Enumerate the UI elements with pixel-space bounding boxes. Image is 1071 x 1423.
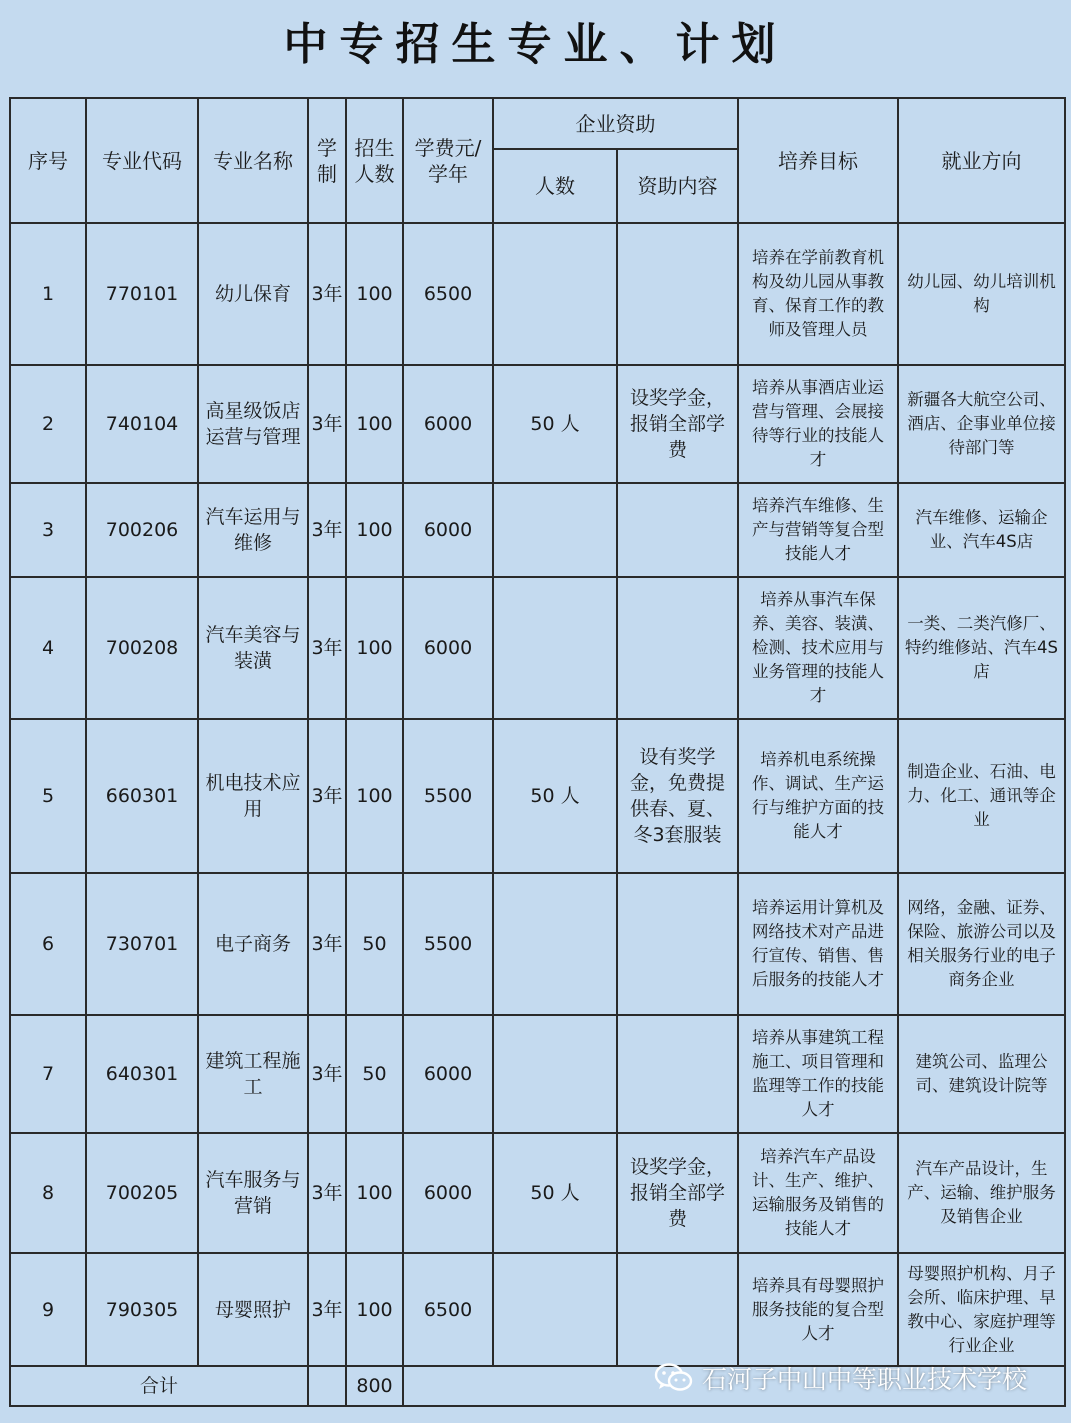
cell-seq: 4	[10, 577, 86, 719]
cell-name: 机电技术应用	[198, 719, 308, 873]
cell-fee: 6500	[403, 1253, 493, 1366]
header-name: 专业名称	[198, 98, 308, 223]
cell-sponsor-content	[617, 873, 738, 1015]
cell-enroll: 100	[346, 223, 403, 365]
cell-sponsor-content	[617, 483, 738, 577]
cell-seq: 6	[10, 873, 86, 1015]
cell-career: 新疆各大航空公司、酒店、企事业单位接待部门等	[898, 365, 1065, 483]
cell-sponsor-count	[493, 223, 617, 365]
table-row	[10, 1015, 1065, 1133]
cell-career: 一类、二类汽修厂、特约维修站、汽车4S店	[898, 577, 1065, 719]
cell-goal: 培养机电系统操作、调试、生产运行与维护方面的技能人才	[738, 719, 898, 873]
cell-career: 汽车维修、运输企业、汽车4S店	[898, 483, 1065, 577]
cell-seq: 1	[10, 223, 86, 365]
cell-goal: 培养从事酒店业运营与管理、会展接待等行业的技能人才	[738, 365, 898, 483]
cell-goal: 培养从事建筑工程施工、项目管理和监理等工作的技能人才	[738, 1015, 898, 1133]
header-sponsor-count: 人数	[493, 149, 617, 223]
cell-fee: 6000	[403, 483, 493, 577]
cell-code: 730701	[86, 873, 198, 1015]
cell-enroll: 100	[346, 483, 403, 577]
cell-code: 640301	[86, 1015, 198, 1133]
cell-goal: 培养汽车产品设计、生产、维护、运输服务及销售的技能人才	[738, 1133, 898, 1253]
cell-fee: 6500	[403, 223, 493, 365]
header-goal: 培养目标	[738, 98, 898, 223]
cell-career: 幼儿园、幼儿培训机构	[898, 223, 1065, 365]
cell-name: 高星级饭店运营与管理	[198, 365, 308, 483]
cell-sponsor-count: 50 人	[493, 1133, 617, 1253]
page-title: 中专招生专业、计划	[283, 19, 788, 70]
total-label: 合计	[10, 1366, 308, 1406]
header-fee: 学费元/学年	[403, 98, 493, 223]
cell-fee: 6000	[403, 1015, 493, 1133]
table-row	[10, 873, 1065, 1015]
cell-code: 700206	[86, 483, 198, 577]
cell-sponsor-count	[493, 1253, 617, 1366]
cell-name: 汽车运用与维修	[198, 483, 308, 577]
header-seq: 序号	[10, 98, 86, 223]
cell-seq: 2	[10, 365, 86, 483]
cell-name: 汽车服务与营销	[198, 1133, 308, 1253]
cell-duration: 3年	[308, 1253, 346, 1366]
cell-career: 网络，金融、证券、保险、旅游公司以及相关服务行业的电子商务企业	[898, 873, 1065, 1015]
header-career: 就业方向	[898, 98, 1065, 223]
cell-sponsor-content	[617, 1015, 738, 1133]
header-code: 专业代码	[86, 98, 198, 223]
table-row	[10, 365, 1065, 483]
cell-code: 740104	[86, 365, 198, 483]
header-enroll: 招生人数	[346, 98, 403, 223]
total-duration-cell	[308, 1366, 346, 1406]
cell-sponsor-count	[493, 873, 617, 1015]
table-row	[10, 1133, 1065, 1253]
cell-career: 建筑公司、监理公司、建筑设计院等	[898, 1015, 1065, 1133]
cell-goal: 培养从事汽车保养、美容、装潢、检测、技术应用与业务管理的技能人才	[738, 577, 898, 719]
cell-enroll: 100	[346, 719, 403, 873]
header-sponsor-content: 资助内容	[617, 149, 738, 223]
cell-enroll: 100	[346, 577, 403, 719]
cell-name: 汽车美容与装潢	[198, 577, 308, 719]
cell-fee: 6000	[403, 577, 493, 719]
cell-code: 790305	[86, 1253, 198, 1366]
cell-sponsor-content	[617, 223, 738, 365]
cell-duration: 3年	[308, 873, 346, 1015]
table-row	[10, 719, 1065, 873]
cell-duration: 3年	[308, 483, 346, 577]
cell-career: 母婴照护机构、月子会所、临床护理、早教中心、家庭护理等行业企业	[898, 1253, 1065, 1366]
cell-sponsor-count: 50 人	[493, 719, 617, 873]
cell-name: 母婴照护	[198, 1253, 308, 1366]
cell-sponsor-content	[617, 577, 738, 719]
header-duration: 学制	[308, 98, 346, 223]
cell-sponsor-count	[493, 1015, 617, 1133]
cell-career: 制造企业、石油、电力、化工、通讯等企业	[898, 719, 1065, 873]
cell-seq: 7	[10, 1015, 86, 1133]
cell-sponsor-count	[493, 577, 617, 719]
watermark-text: 石河子中山中等职业技术学校	[702, 1365, 1028, 1394]
cell-duration: 3年	[308, 719, 346, 873]
table-row	[10, 1253, 1065, 1366]
watermark	[654, 1360, 1027, 1396]
wechat-icon	[654, 1362, 694, 1394]
table-row	[10, 483, 1065, 577]
cell-fee: 6000	[403, 1133, 493, 1253]
cell-career: 汽车产品设计，生产、运输、维护服务及销售企业	[898, 1133, 1065, 1253]
cell-goal: 培养在学前教育机构及幼儿园从事教育、保育工作的教师及管理人员	[738, 223, 898, 365]
cell-name: 建筑工程施工	[198, 1015, 308, 1133]
cell-sponsor-content: 设奖学金，报销全部学费	[617, 365, 738, 483]
cell-goal: 培养运用计算机及网络技术对产品进行宣传、销售、售后服务的技能人才	[738, 873, 898, 1015]
cell-seq: 9	[10, 1253, 86, 1366]
enrollment-plan-table	[9, 97, 1066, 1407]
cell-sponsor-content: 设奖学金，报销全部学费	[617, 1133, 738, 1253]
cell-enroll: 50	[346, 873, 403, 1015]
table-row	[10, 223, 1065, 365]
cell-seq: 5	[10, 719, 86, 873]
cell-sponsor-content: 设有奖学金，免费提供春、夏、冬3套服装	[617, 719, 738, 873]
cell-duration: 3年	[308, 577, 346, 719]
cell-fee: 5500	[403, 719, 493, 873]
cell-duration: 3年	[308, 1015, 346, 1133]
cell-seq: 8	[10, 1133, 86, 1253]
cell-code: 770101	[86, 223, 198, 365]
cell-name: 电子商务	[198, 873, 308, 1015]
header-sponsor: 企业资助	[493, 98, 738, 149]
cell-sponsor-count	[493, 483, 617, 577]
cell-fee: 6000	[403, 365, 493, 483]
cell-goal: 培养具有母婴照护服务技能的复合型人才	[738, 1253, 898, 1366]
cell-enroll: 100	[346, 1253, 403, 1366]
cell-duration: 3年	[308, 223, 346, 365]
cell-enroll: 50	[346, 1015, 403, 1133]
cell-goal: 培养汽车维修、生产与营销等复合型技能人才	[738, 483, 898, 577]
cell-name: 幼儿保育	[198, 223, 308, 365]
cell-fee: 5500	[403, 873, 493, 1015]
cell-sponsor-content	[617, 1253, 738, 1366]
cell-duration: 3年	[308, 1133, 346, 1253]
cell-code: 660301	[86, 719, 198, 873]
cell-seq: 3	[10, 483, 86, 577]
cell-duration: 3年	[308, 365, 346, 483]
cell-code: 700205	[86, 1133, 198, 1253]
table-row	[10, 577, 1065, 719]
cell-enroll: 100	[346, 1133, 403, 1253]
total-enroll: 800	[346, 1366, 403, 1406]
cell-enroll: 100	[346, 365, 403, 483]
cell-sponsor-count: 50 人	[493, 365, 617, 483]
cell-code: 700208	[86, 577, 198, 719]
